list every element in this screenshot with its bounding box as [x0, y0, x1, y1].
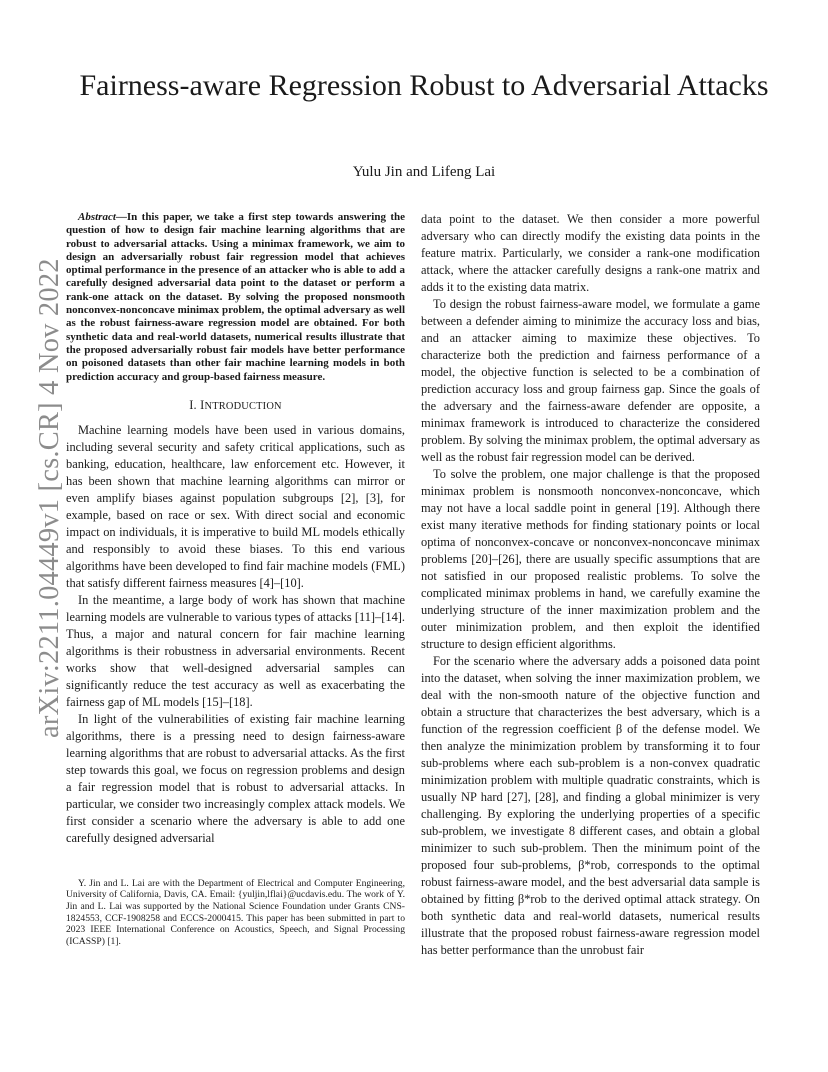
author-line: Yulu Jin and Lifeng Lai	[352, 164, 496, 180]
abstract-text: —In this paper, we take a first step towards answering the question of how to design fair machine learning algorithms that are robust to adversarial attacks. Using a minimax framework, we aim to design an adversarially robust fair regression model that achieves optimal performance in the presence of an attacker who is able to add a carefully designed adversarial data point to the dataset or perform a rank-one attack on the dataset. By solving the proposed nonsmooth nonconvex-nonconcave minimax problem, the optimal adversary as well as the robust fairness-aware regression model are obtained. For both synthetic data and real-world datasets, numerical results illustrate that the proposed adversarially robust fair models have better performance on poisoned datasets than other fair machine learning models in both prediction accuracy and group-based fairness measure.	[66, 211, 405, 383]
intro-paragraph-1: Machine learning models have been used in various domains, including several security and safety critical applications, such as banking, education, healthcare, law enforcement etc. However, it has been shown that machine learning algorithms can mirror or even amplify biases against population subgroups [2], [3], for example, based on race or sex. With direct social and economic impact on individuals, it is imperative to build ML models ethically and responsibly to avoid these biases. To this end various algorithms have been developed to find fair machine models (FML) that satisfy different fairness measures [4]–[10].	[66, 422, 405, 590]
section-title-rest: NTRODUCTION	[204, 400, 282, 412]
intro-paragraph-5: To solve the problem, one major challenge is that the proposed minimax problem is nonsmooth nonconvex-nonconcave, which may not have a local saddle point in general [19]. Although there exist many iterative methods for finding stationary points or local optima of nonconvex-concave or nonconvex-nonconcave minimax problems [20]–[26], there are usually specific assumptions that are not satisfied in our proposed realistic problems. To solve the complicated minimax problems in hand, we carefully examine the underlying structure of the inner maximization problem and the outer minimization problem, and then exploit the identified structure to design efficient algorithms.	[421, 467, 760, 651]
intro-paragraph-2: In the meantime, a large body of work has shown that machine learning models are vulnerable to various types of attacks [11]–[14]. Thus, a major and natural concern for fair machine learning algorithms is their robustness in adversarial environments. Recent works show that well-designed adversarial samples can significantly reduce the test accuracy as well as exacerbating the fairness gap of ML models [15]–[18].	[66, 592, 405, 709]
arxiv-identifier-stamp: arXiv:2211.04449v1 [cs.CR] 4 Nov 2022	[34, 258, 65, 738]
intro-paragraph-3-continued: data point to the dataset. We then consider a more powerful adversary who can directly modify the existing data points in the feature matrix. Particularly, we consider a rank-one modification attack, where the attacker carefully designs a rank-one matrix and adds it to the existing data matrix.	[421, 212, 760, 294]
left-column	[66, 211, 405, 947]
abstract	[66, 211, 405, 384]
section-heading-introduction	[66, 397, 405, 415]
paper-title: Fairness-aware Regression Robust to Adversarial Attacks	[79, 69, 769, 102]
intro-paragraph-6: For the scenario where the adversary adds a poisoned data point into the dataset, when solving the inner maximization problem, we deal with the non-smooth nature of the objective function and obtain a structure that characterizes the best adversary, which is a function of the regression coefficient β of the defense model. We then analyze the minimization problem by transforming it to four sub-problems where each sub-problem is a non-convex quadratic minimization problem with multiple quadratic constraints, which is usually NP hard [27], [28], and finding a global minimizer is very challenging. By exploring the underlying properties of a specific sub-problem, we investigate 8 different cases, and obtain a global minimizer to such sub-problem. Then the minimum point of the proposed four sub-problems, β*rob, corresponds to the optimal robust fairness-aware model, and the best adversarial data sample is obtained by fitting β*rob to the derived optimal attack strategy. On both synthetic data and real-world datasets, numerical results illustrate that the proposed robust fairness-aware regression model has better performance than the unrobust fair	[421, 654, 760, 957]
section-first-letter: I	[200, 397, 205, 412]
affiliation-footnote: Y. Jin and L. Lai are with the Department of Electrical and Computer Engineering, University of California, Davis, CA. Email: {yuljin,lflai}@ucdavis.edu. The work of Y. Jin and L. Lai was supported by the National Science Foundation under Grants CNS-1824553, CCF-1908258 and ECCS-2000415. This paper has been submitted in part to 2023 IEEE International Conference on Acoustics, Speech, and Signal Processing (ICASSP) [1].	[66, 877, 405, 947]
abstract-label: Abstract	[78, 211, 116, 223]
section-number: I.	[189, 397, 197, 412]
intro-paragraph-4: To design the robust fairness-aware model, we formulate a game between a defender aiming to minimize the accuracy loss and bias, and an attacker aiming to maximize these objectives. To characterize both the prediction and fairness performance of a model, the objective function is selected to be a combination of prediction accuracy loss and group fairness gap. Since the goals of the adversary and the fairness-aware defender are opposite, a minimax framework is introduced to characterize the considered problem. By solving the minimax problem, the optimal adversary as well as the robust fair regression model can be derived.	[421, 297, 760, 464]
right-column	[421, 211, 760, 959]
intro-paragraph-3: In light of the vulnerabilities of existing fair machine learning algorithms, there is a pressing need to design fairness-aware learning algorithms that are robust to adversarial attacks. As the first step towards this goal, we focus on regression problems and design a fair regression model that is robust to adversarial attacks. In particular, we consider two increasingly complex attack models. We first consider a scenario where the adversary is able to add one carefully designed adversarial	[66, 711, 405, 845]
